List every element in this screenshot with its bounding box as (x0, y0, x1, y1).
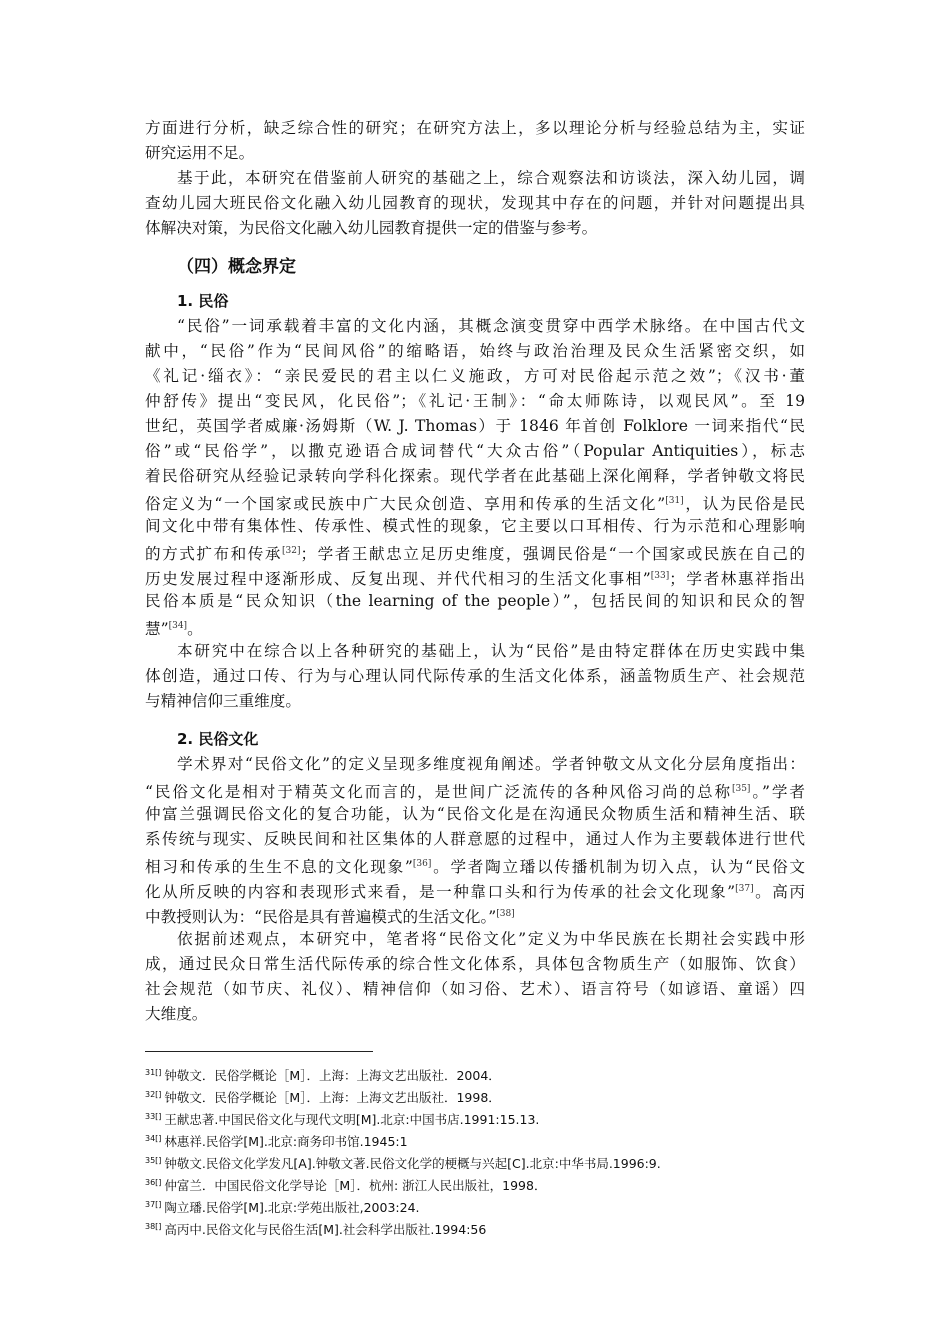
text-segment: 化从所反映的内容和表现形式来看，是一种靠口头和行为传承的社会文化现象” (145, 883, 736, 901)
text-segment: ；学者王献忠立足历史维度，强调民俗是“一个国家或民族在自己的 (300, 545, 805, 563)
text-segment: ，认为民俗是民 (683, 495, 805, 513)
text-line (145, 216, 805, 241)
text-segment: 大维度。 (145, 1005, 208, 1023)
footnotes (145, 1062, 805, 1238)
text-segment: 本研究中在综合以上各种研究的基础上，认为“民俗”是由特定群体在历史实践中集 (177, 642, 805, 660)
footnote-text: 仲富兰．中国民俗文化学导论［M］．杭州: 浙江人民出版社，1998． (164, 1178, 547, 1193)
text-line (145, 1002, 805, 1027)
text-line (145, 439, 805, 464)
footnote (145, 1084, 805, 1106)
text-segment: 与精神信仰三重维度。 (145, 692, 301, 710)
text-segment: 社会规范（如节庆、礼仪）、精神信仰（如习俗、艺术）、语言符号（如谚语、童谣）四 (145, 980, 805, 998)
text-segment: 方面进行分析，缺乏综合性的研究；在研究方法上，多以理论分析与经验总结为主，实证 (145, 119, 805, 137)
text-segment: 间文化中带有集体性、传承性、模式性的现象，它主要以口耳相传、行为示范和心理影响 (145, 517, 805, 535)
text-segment: 相习和传承的生生不息的文化现象” (145, 858, 413, 876)
text-segment: 着民俗研究从经验记录转向学科化探索。现代学者在此基础上深化阐释，学者钟敬文将民 (145, 467, 805, 485)
footnote (145, 1150, 805, 1172)
subsection-heading: 1. 民俗 (177, 292, 229, 310)
footnote-text: 林惠祥.民俗学[M].北京:商务印书馆.1945:1 (164, 1134, 408, 1149)
text-segment: 献中，“民俗”作为“民间风俗”的缩略语，始终与政治治理及民众生活紧密交织，如 (145, 342, 805, 360)
text-line (145, 614, 805, 639)
text-line (145, 977, 805, 1002)
text-line (145, 191, 805, 216)
footnote-number: 36[] (145, 1178, 162, 1187)
text-line (145, 827, 805, 852)
footnote-text: 钟敬文．民俗学概论［M］．上海：上海文艺出版社．1998． (164, 1090, 501, 1105)
text-segment: 系传统与现实、反映民间和社区集体的人群意愿的过程中，通过人作为主要载体进行世代 (145, 830, 805, 848)
footnote-text: 钟敬文.民俗文化学发凡[A].钟敬文著.民俗文化学的梗概与兴起[C].北京:中华书局.1996:9. (164, 1156, 661, 1171)
text-segment: 。”学者 (750, 783, 805, 801)
text-segment: 历史发展过程中逐渐形成、反复出现、并代代相习的生活文化事相” (145, 570, 651, 588)
footnote (145, 1194, 805, 1216)
paragraph (145, 927, 805, 1027)
footnote (145, 1062, 805, 1084)
footnote-text: 陶立璠.民俗学[M].北京:学苑出版社,2003:24. (164, 1200, 420, 1215)
text-segment: 俗”或“民俗学”，以撒克逊语合成词替代“大众古俗”（Popular Antiquities），标志 (145, 442, 805, 460)
text-line (145, 489, 805, 514)
text-segment: 的方式扩布和传承 (145, 545, 282, 563)
text-line (145, 877, 805, 902)
text-segment: 世纪，英国学者威廉·汤姆斯（W. J. Thomas）于 1846 年首创 Folklore 一词来指代“民 (145, 417, 805, 435)
footnote-text: 王献忠著.中国民俗文化与现代文明[M].北京:中国书店.1991:15.13. (164, 1112, 540, 1127)
footnote-number: 32[] (145, 1090, 162, 1099)
citation-marker: [31] (665, 496, 684, 506)
footnote (145, 1172, 805, 1194)
footnote (145, 1128, 805, 1150)
footnote-text: 高丙中.民俗文化与民俗生活[M].社会科学出版社.1994:56 (164, 1222, 487, 1237)
text-line (145, 339, 805, 364)
text-line (145, 141, 805, 166)
text-segment: 仲舒传》提出“变民风，化民俗”；《礼记·王制》：“命太师陈诗，以观民风”。至 19 (145, 392, 805, 410)
footnote-number: 33[] (145, 1112, 162, 1121)
paragraph (145, 752, 805, 927)
footnote-number: 34[] (145, 1134, 162, 1143)
text-segment: ；学者林惠祥指出 (669, 570, 805, 588)
citation-marker: [34] (168, 621, 188, 631)
text-segment: “民俗文化是相对于精英文化而言的，是世间广泛流传的各种风俗习尚的总称 (145, 783, 732, 801)
text-segment: 成，通过民众日常生活代际传承的综合性文化体系，具体包含物质生产（如服饰、饮食） (145, 955, 805, 973)
text-segment: 《礼记·缁衣》：“亲民爱民的君主以仁义施政，方可对民俗起示范之效”；《汉书·董 (145, 367, 805, 385)
footnote-divider (145, 1051, 373, 1052)
footnote (145, 1106, 805, 1128)
paragraph (145, 639, 805, 714)
citation-marker: [36] (412, 859, 432, 869)
text-line (145, 952, 805, 977)
text-line (145, 564, 805, 589)
text-line (145, 314, 805, 339)
text-segment: 。学者陶立璠以传播机制为切入点，认为“民俗文 (431, 858, 805, 876)
text-segment: 民俗本质是“民众知识（the learning of the people）”，包括民间的知识和民众的智 (145, 592, 805, 610)
citation-marker: [38] (496, 909, 515, 919)
citation-marker: [37] (735, 884, 754, 894)
text-line (145, 389, 805, 414)
text-line (145, 364, 805, 389)
text-line (145, 514, 805, 539)
footnote-number: 38[] (145, 1222, 162, 1231)
footnote-number: 35[] (145, 1156, 162, 1165)
text-segment: 。 (187, 620, 203, 638)
text-segment: 慧” (145, 620, 169, 638)
text-segment: 。高丙 (753, 883, 805, 901)
paragraph (145, 314, 805, 639)
text-segment: 学术界对“民俗文化”的定义呈现多维度视角阐述。学者钟敬文从文化分层角度指出： (177, 755, 805, 773)
text-segment: 查幼儿园大班民俗文化融入幼儿园教育的现状，发现其中存在的问题，并针对问题提出具 (145, 194, 805, 212)
text-segment: 体创造，通过口传、行为与心理认同代际传承的生活文化体系，涵盖物质生产、社会规范 (145, 667, 805, 685)
text-line (145, 802, 805, 827)
citation-marker: [32] (281, 546, 301, 556)
footnote-number: 31[] (145, 1068, 162, 1077)
text-line (145, 589, 805, 614)
text-segment: “民俗”一词承载着丰富的文化内涵，其概念演变贯穿中西学术脉络。在中国古代文 (177, 317, 805, 335)
text-line (145, 902, 805, 927)
section-heading: （四）概念界定 (177, 257, 296, 277)
text-line (145, 539, 805, 564)
text-line (145, 464, 805, 489)
text-line (145, 927, 805, 952)
text-line (145, 414, 805, 439)
text-segment: 研究运用不足。 (145, 144, 255, 162)
text-segment: 仲富兰强调民俗文化的复合功能，认为“民俗文化是在沟通民众物质生活和精神生活、联 (145, 805, 805, 823)
text-line (145, 852, 805, 877)
footnote-text: 钟敬文．民俗学概论［M］．上海：上海文艺出版社．2004． (164, 1068, 501, 1083)
text-line (145, 639, 805, 664)
text-line (145, 777, 805, 802)
paragraph (145, 166, 805, 241)
citation-marker: [35] (731, 784, 751, 794)
paragraph (145, 116, 805, 166)
document-body (145, 116, 805, 1027)
text-line (145, 166, 805, 191)
text-line (145, 116, 805, 141)
text-line (145, 752, 805, 777)
text-segment: 俗定义为“一个国家或民族中广大民众创造、享用和传承的生活文化” (145, 495, 666, 513)
text-segment: 中教授则认为：“民俗是具有普遍模式的生活文化。” (145, 908, 497, 926)
text-segment: 基于此，本研究在借鉴前人研究的基础之上，综合观察法和访谈法，深入幼儿园，调 (177, 169, 805, 187)
footnote (145, 1216, 805, 1238)
footnote-number: 37[] (145, 1200, 162, 1209)
text-line (145, 664, 805, 689)
text-line (145, 689, 805, 714)
citation-marker: [33] (650, 571, 670, 581)
text-segment: 依据前述观点，本研究中，笔者将“民俗文化”定义为中华民族在长期社会实践中形 (177, 930, 805, 948)
text-segment: 体解决对策，为民俗文化融入幼儿园教育提供一定的借鉴与参考。 (145, 219, 598, 237)
subsection-heading: 2. 民俗文化 (177, 730, 259, 748)
